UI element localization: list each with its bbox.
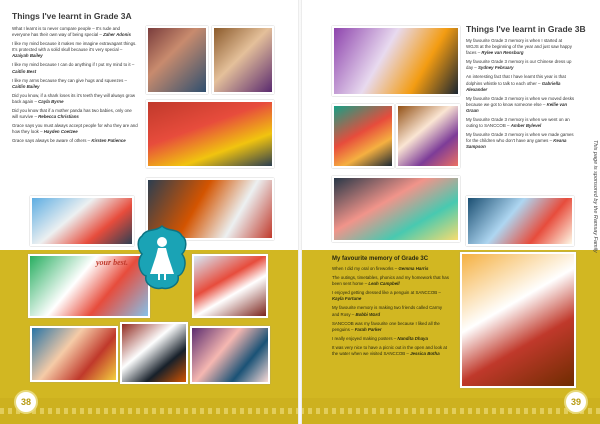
quote-author: Zaher Adonis xyxy=(103,32,131,38)
quote-item xyxy=(332,345,450,357)
heading-grade-3a: Things I've learnt in Grade 3A xyxy=(12,11,132,21)
quote-text: I really enjoyed making posters – xyxy=(332,335,397,341)
quote-item xyxy=(12,78,138,90)
quote-item xyxy=(332,305,450,317)
photo-3b-3 xyxy=(396,104,460,168)
quote-item xyxy=(12,41,138,59)
quote-item xyxy=(332,275,450,287)
quote-text: My favourite memory is making two friends called Carmy and Rosy – xyxy=(332,305,443,317)
photo-3c-5 xyxy=(190,326,270,384)
quote-text: When I did my oral on fireworks – xyxy=(332,266,398,271)
heading-grade-3c: My favourite memory of Grade 3C xyxy=(332,256,429,262)
quote-text: I like my arms because they can give hugs and squeezes – xyxy=(12,77,127,83)
quote-item xyxy=(466,38,576,56)
photo-3a-3 xyxy=(146,100,274,168)
page-number-left: 38 xyxy=(14,390,38,414)
quote-author: Rebecca Christians xyxy=(38,114,79,120)
quote-author: Jessica Botha xyxy=(410,351,440,357)
quote-text: My favourite Grade 3 memory is our Chinese dress up day – xyxy=(466,59,572,71)
quote-author: Caitlin Bailey xyxy=(12,83,40,89)
quote-item xyxy=(12,93,138,105)
quote-item xyxy=(466,117,576,129)
quote-text: Grace says you must always accept people for who they are and how they look – xyxy=(12,123,138,135)
photo-3c-1 xyxy=(28,254,150,318)
quote-text: My favourite Grade 3 memory is when we moved desks because we got to know someone else – xyxy=(466,95,575,107)
right-page xyxy=(300,0,600,424)
photo-3b-1 xyxy=(332,26,460,96)
quote-author: Bobbi Ward xyxy=(355,311,381,317)
quote-item xyxy=(12,123,138,135)
photo-3a-5 xyxy=(30,196,134,246)
quote-item xyxy=(466,59,576,71)
quote-text: My favourite Grade 3 memory is when we went on an outing to SANCCOB – xyxy=(466,117,570,129)
quote-text: It was very nice to have a picnic out in the open and look at the water when we visited SANCCOB – xyxy=(332,344,447,357)
quote-item xyxy=(466,74,576,92)
right-footer xyxy=(300,398,600,424)
quote-text: I enjoyed getting dressed like a penguin at SANCCOB – xyxy=(332,290,441,296)
quote-author: Cayla Byrne xyxy=(38,98,64,104)
photo-3a-1 xyxy=(146,26,208,94)
photo-3b-5 xyxy=(466,196,574,246)
grade-3c-quotes xyxy=(332,266,450,360)
quote-text: Did you know, if a shark loses its it's teeth they will always grow back again – xyxy=(12,92,136,104)
heading-grade-3b: Things I've learnt in Grade 3B xyxy=(466,24,586,34)
left-footer xyxy=(0,398,300,424)
page-gutter xyxy=(298,0,302,424)
quote-author: Azaiyah Bailey xyxy=(12,53,43,59)
photo-3a-2 xyxy=(212,26,274,94)
quote-item xyxy=(332,336,450,342)
quote-item xyxy=(466,132,576,150)
quote-author: Amber Bylevel xyxy=(510,123,542,129)
quote-author: Kellie van Graan xyxy=(466,101,568,113)
quote-item xyxy=(332,321,450,333)
quote-text: SANCCOB was my favourite one because I liked all the penguins – xyxy=(332,320,440,332)
quote-author: Keana Sampson xyxy=(466,138,567,150)
quote-author: Farah Parker xyxy=(354,326,382,332)
photo-3b-2 xyxy=(332,104,394,168)
grade-3a-quotes xyxy=(12,26,138,148)
quote-text: I like my mind because I can do anything if I put my mind to it – xyxy=(12,62,135,68)
quote-item xyxy=(12,26,138,38)
sponsor-note: This page is sponsored by the Ramsay Family xyxy=(592,140,598,253)
quote-author: Rylee van Rensburg xyxy=(481,50,524,56)
quote-author: Kayla Fortune xyxy=(332,296,362,302)
quote-text: I like my mind because it makes me imagine extravagant things. It's protected with a solid skull because it's very special – xyxy=(12,41,137,53)
quote-item xyxy=(332,266,450,272)
quote-text: Grace says always be aware of others – xyxy=(12,138,91,144)
photo-3c-4 xyxy=(120,322,188,384)
quote-item xyxy=(12,108,138,120)
quote-author: Leah Campbell xyxy=(368,281,400,287)
page-number-right: 39 xyxy=(564,390,588,414)
quote-item xyxy=(12,62,138,74)
quote-text: An interesting fact that I have learnt this year is that dolphins whistle to talk to each other – xyxy=(466,74,566,86)
quote-author: Gabriella Alexander xyxy=(466,80,561,92)
quote-text: What I learnt is to never compare people – It's rude and everyone has their own way of being special – xyxy=(12,26,120,38)
quote-text: Did you know that if a mother panda has two babies, only one will survive – xyxy=(12,108,132,120)
photo-3c-large xyxy=(460,252,576,388)
quote-author: Sydney February xyxy=(477,65,514,71)
grade-3b-quotes xyxy=(466,38,576,154)
banner-text: your best. xyxy=(96,258,128,267)
quote-text: My favourite Grade 3 memory is when I started at WGJS at the beginning of the year and just saw happy faces – xyxy=(466,38,572,56)
quote-author: Nandita Dhaya xyxy=(397,335,428,341)
quote-item xyxy=(12,138,138,144)
quote-author: Kirsten Patience xyxy=(91,138,126,144)
quote-item xyxy=(332,290,450,302)
quote-author: Gemma Harris xyxy=(398,266,429,271)
quote-text: My favourite Grade 3 memory is when we made games for the children who don't have any games – xyxy=(466,132,574,144)
quote-item xyxy=(466,96,576,114)
dress-silhouette-badge-icon xyxy=(134,222,190,294)
photo-3b-4 xyxy=(332,176,460,242)
quote-text: The outings, timetables, phonics and my homework that has been sent home – xyxy=(332,275,449,287)
quote-author: Hayden Coetzee xyxy=(43,129,78,135)
photo-3c-2 xyxy=(192,254,268,318)
quote-author: Caitlin Best xyxy=(12,68,37,74)
photo-3c-3 xyxy=(30,326,118,382)
